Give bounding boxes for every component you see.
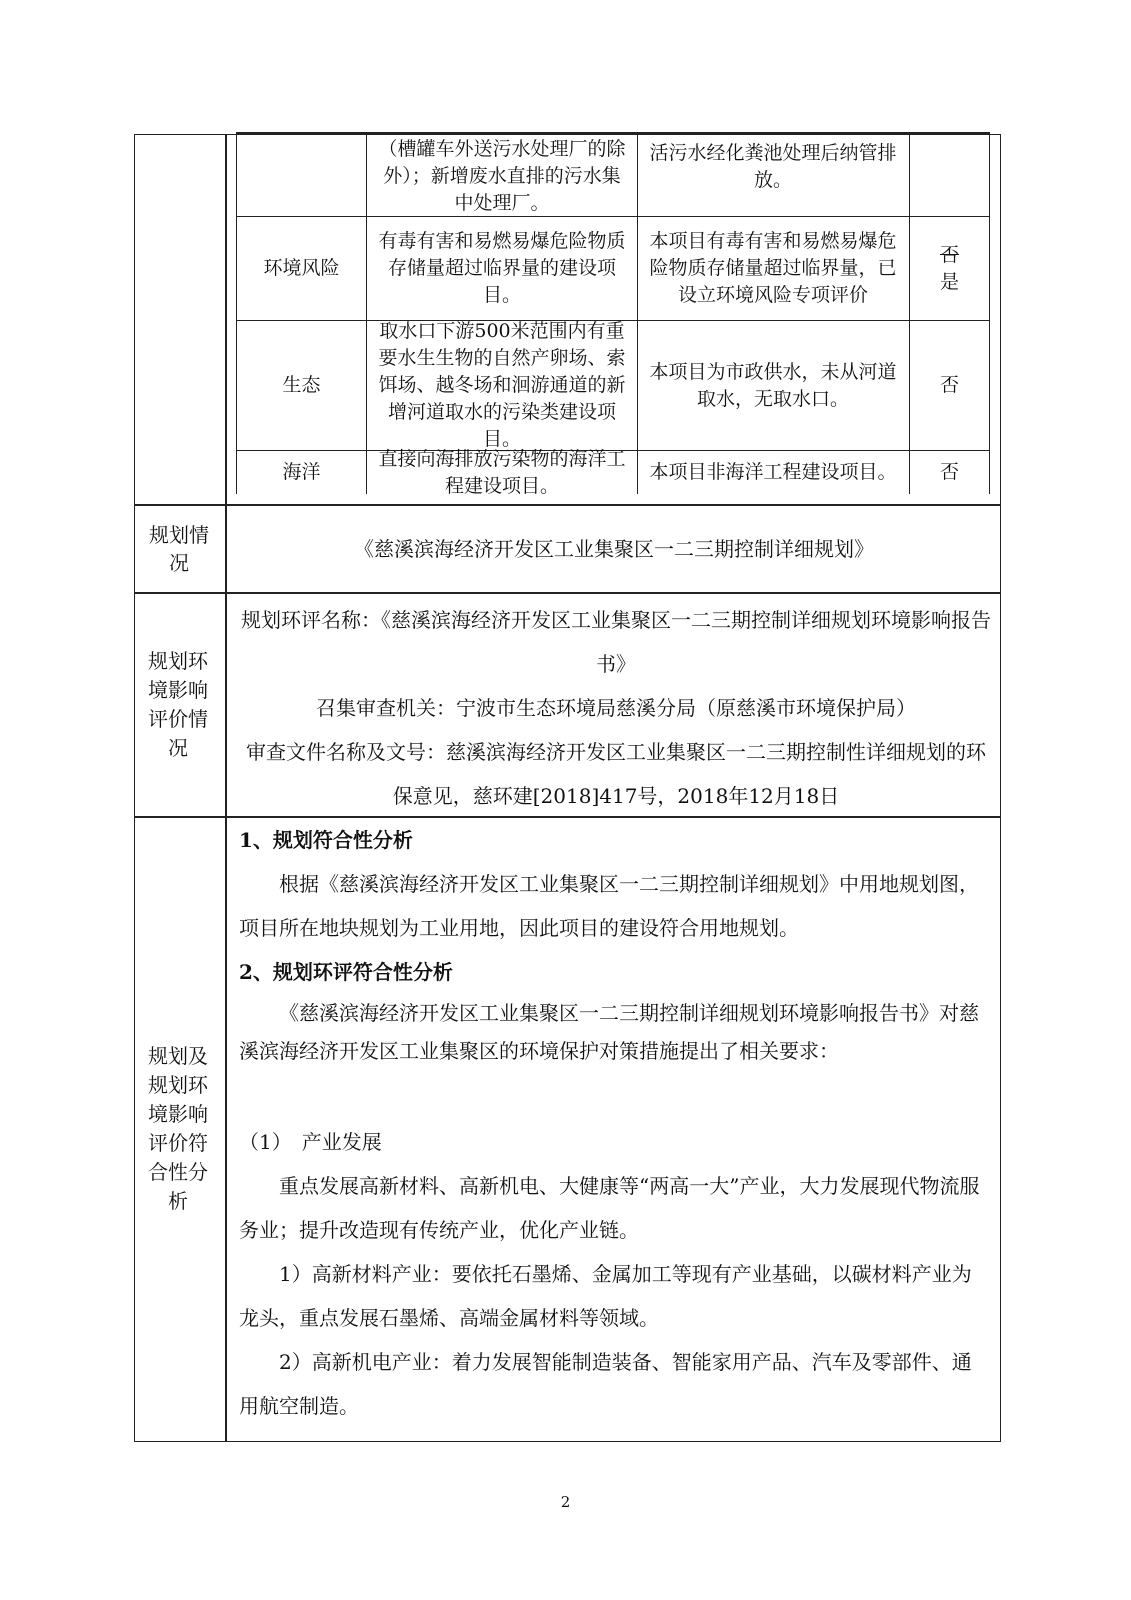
planning-eia-document: 审查文件名称及文号：慈溪滨海经济开发区工业集聚区一二三期控制性详细规划的环保意见，慈环建[2018]417号，2018年12月18日 — [246, 740, 986, 808]
inner-row-0-assessment: 活污水经化粪池处理后纳管排放。 — [649, 142, 897, 191]
planning-label: 规划情况 — [149, 523, 209, 575]
inner-row-1-criterion: 有毒有害和易燃易爆危险物质存储量超过临界量的建设项目。 — [378, 230, 626, 306]
conformity-para-2: 《慈溪滨海经济开发区工业集聚区一二三期控制详细规划环境影响报告书》对慈溪滨海经济开发区工业集聚区的环境保护对策措施提出了相关要求： — [239, 1001, 979, 1063]
conformity-heading-2: 2、规划环评符合性分析 — [239, 960, 453, 984]
inner-row-3-result: 否 — [939, 461, 959, 483]
inner-row-2-assessment: 本项目为市政供水，未从河道取水，无取水口。 — [649, 360, 897, 410]
inner-col-divider-2 — [637, 134, 638, 494]
inner-row-1-result-struck: 否 — [939, 243, 959, 266]
inner-col-divider-1 — [366, 134, 367, 494]
inner-row-1-result-value: 是 — [939, 270, 959, 293]
inner-table-right-border — [989, 134, 990, 494]
planning-eia-name: 规划环评名称：《慈溪滨海经济开发区工业集聚区一二三期控制详细规划环境影响报告书》 — [241, 608, 991, 676]
inner-row-2-criterion: 取水口下游500米范围内有重要水生生物的自然产卵场、索饵场、越冬场和洄游通道的新增河道取水的污染类建设项目。 — [378, 320, 626, 450]
inner-row-2-category: 生态 — [282, 374, 321, 396]
conformity-heading-1: 1、规划符合性分析 — [239, 828, 413, 852]
inner-row-2-result: 否 — [939, 374, 959, 396]
inner-row-0-criterion: （槽罐车外送污水处理厂的除外）；新增废水直排的污水集中处理厂。 — [378, 137, 626, 214]
inner-row-1-result — [910, 217, 989, 320]
page-number: 2 — [560, 1493, 571, 1511]
left-column-divider — [225, 134, 227, 1442]
conformity-sub-1: （1） 产业发展 — [239, 1130, 382, 1154]
inner-row-3-category: 海洋 — [282, 461, 321, 483]
conformity-para-3: 重点发展高新材料、高新机电、大健康等“两高一大”产业，大力发展现代物流服务业；提升改造现有传统产业，优化产业链。 — [239, 1174, 980, 1242]
planning-content: 《慈溪滨海经济开发区工业集聚区一二三期控制详细规划》 — [354, 536, 874, 561]
inner-row-1-assessment: 本项目有毒有害和易燃易爆危险物质存储量超过临界量，已设立环境风险专项评价 — [649, 230, 897, 306]
conformity-para-4: 1）高新材料产业：要依托石墨烯、金属加工等现有产业基础，以碳材料产业为龙头，重点发展石墨烯、高端金属材料等领域。 — [239, 1262, 972, 1330]
inner-row-3-assessment: 本项目非海洋工程建设项目。 — [649, 461, 897, 483]
planning-eia-label: 规划环境影响评价情况 — [148, 649, 208, 760]
conformity-para-1: 根据《慈溪滨海经济开发区工业集聚区一二三期控制详细规划》中用地规划图，项目所在地块规划为工业用地，因此项目的建设符合用地规划。 — [239, 872, 979, 940]
conformity-label: 规划及规划环境影响评价符合性分析 — [148, 1044, 208, 1213]
outer-row-divider-2 — [134, 592, 1001, 594]
conformity-para-5: 2）高新机电产业：着力发展智能制造装备、智能家用产品、汽车及零部件、通用航空制造。 — [239, 1350, 972, 1418]
planning-eia-authority: 召集审查机关：宁波市生态环境局慈溪分局（原慈溪市环境保护局） — [316, 696, 916, 720]
planning-eia-content — [240, 598, 992, 818]
inner-row-1-category: 环境风险 — [263, 257, 340, 279]
inner-row-3-criterion: 直接向海排放污染物的海洋工程建设项目。 — [378, 447, 626, 497]
